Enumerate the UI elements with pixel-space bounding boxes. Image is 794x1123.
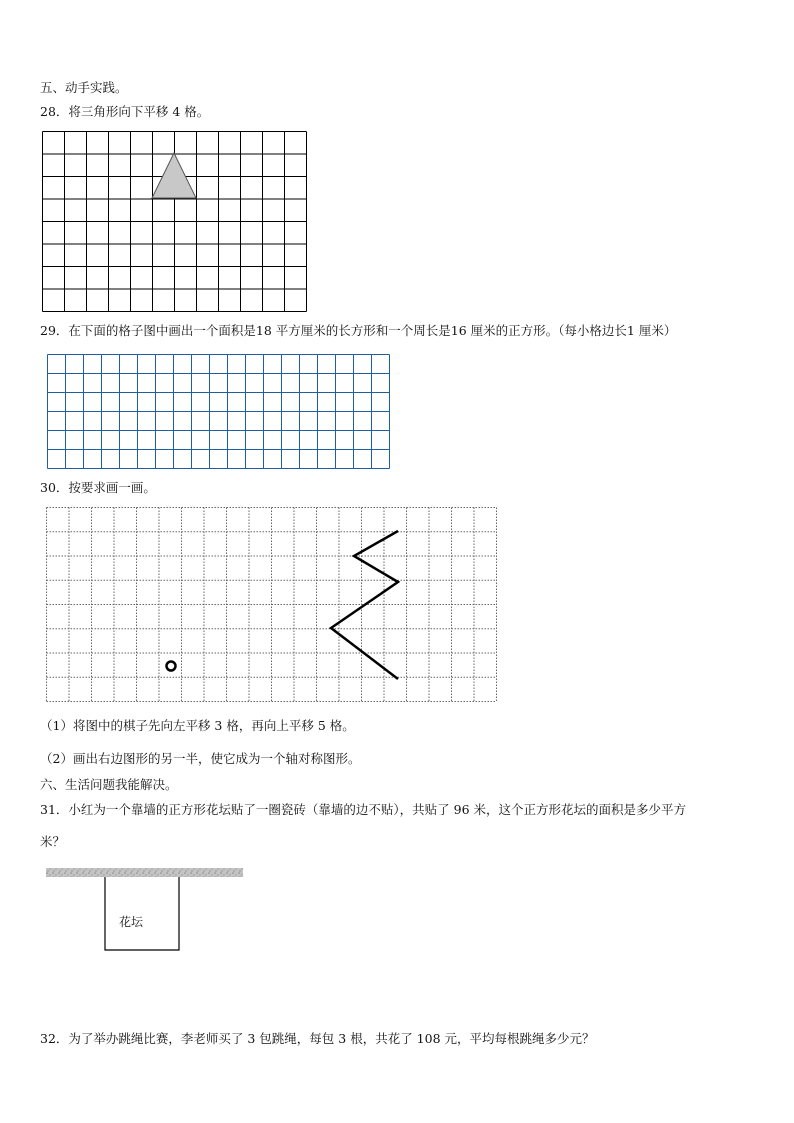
flowerbed-label: 花坛 <box>119 915 144 929</box>
question-31-line2: 米？ <box>40 834 66 849</box>
question-30: 30．按要求画一画。 <box>40 480 156 495</box>
wall-and-flowerbed <box>46 866 246 954</box>
wall <box>46 868 243 877</box>
question-30-sub1: （1）将图中的棋子先向左平移 3 格，再向上平移 5 格。 <box>40 718 355 733</box>
question-31-line1: 31．小红为一个靠墙的正方形花坛贴了一圈瓷砖（靠墙的边不贴），共贴了 96 米，这个正方形花坛的面积是多少平方 <box>40 802 687 817</box>
triangle-shape <box>152 153 196 198</box>
question-30-sub2: （2）画出右边图形的另一半，使它成为一个轴对称图形。 <box>40 751 361 766</box>
section-heading-6: 六、生活问题我能解决。 <box>40 777 178 792</box>
question-28: 28．将三角形向下平移 4 格。 <box>40 104 210 119</box>
grid-q28 <box>42 131 308 314</box>
question-29: 29．在下面的格子图中画出一个面积是18 平方厘米的长方形和一个周长是16 厘米的正方形。（每小格边长1 厘米） <box>40 323 677 338</box>
section-heading-5: 五、动手实践。 <box>40 80 128 95</box>
question-32: 32．为了举办跳绳比赛，李老师买了 3 包跳绳，每包 3 根，共花了 108 元，平均每根跳绳多少元？ <box>40 1031 595 1046</box>
grid-q30 <box>46 507 502 703</box>
grid-q29 <box>47 354 390 470</box>
chess-piece <box>167 662 176 671</box>
